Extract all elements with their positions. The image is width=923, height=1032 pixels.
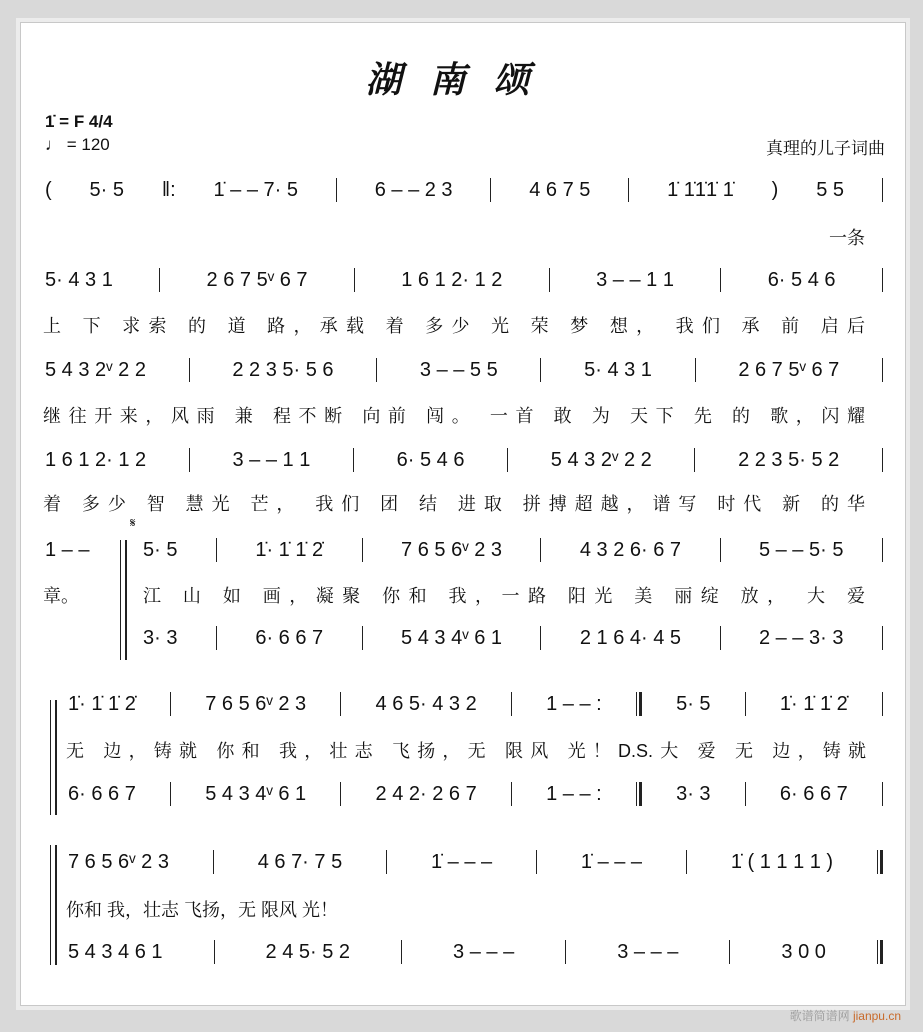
note-group: 5 4 3 4 6 1 xyxy=(68,940,163,963)
barline xyxy=(216,626,217,650)
note-group: 1 6 1 2· 1 2 xyxy=(45,448,147,471)
barline xyxy=(213,850,214,874)
notation-row xyxy=(143,624,883,652)
barline xyxy=(540,626,541,650)
barline xyxy=(882,448,883,472)
notation-row xyxy=(143,536,883,564)
note-group: 5 4 3 4ᵛ 6 1 xyxy=(401,626,502,649)
barline xyxy=(549,268,550,292)
barline xyxy=(882,626,883,650)
barline xyxy=(490,178,491,202)
note-group: 5 4 3 2ᵛ 2 2 xyxy=(550,448,652,471)
lyric-line: 江 山 如 画，凝聚 你和 我，一路 阳光 美 丽绽 放， 大 爱 xyxy=(143,586,865,606)
barline xyxy=(745,692,746,716)
note-group: 1 6 1 2· 1 2 xyxy=(401,268,503,291)
lyric-line: 章。 xyxy=(43,586,79,606)
barline xyxy=(882,692,883,716)
note-group: 5 5 xyxy=(816,178,844,201)
barline xyxy=(170,782,171,806)
barline xyxy=(511,692,512,716)
barline xyxy=(354,268,355,292)
barline xyxy=(540,538,541,562)
note-group: 6· 6 6 7 xyxy=(68,782,136,805)
barline xyxy=(882,178,883,202)
note-group: 3 – – 5 5 xyxy=(419,358,498,381)
barline xyxy=(159,268,160,292)
note-group: 3· 3 xyxy=(143,626,178,649)
barline xyxy=(340,782,341,806)
note-group: 2 6 7 5ᵛ 6 7 xyxy=(206,268,308,291)
note-group: 2 4 5· 5 2 xyxy=(265,940,351,963)
notation-row xyxy=(68,780,883,808)
barline xyxy=(386,850,387,874)
segno-sign: 𝄋 xyxy=(130,515,136,530)
barline xyxy=(511,782,512,806)
barline xyxy=(695,358,696,382)
watermark-url: jianpu.cn xyxy=(852,1009,901,1023)
note-group: 5 4 3 2ᵛ 2 2 xyxy=(45,358,146,381)
double-barline xyxy=(636,782,642,806)
barline xyxy=(745,782,746,806)
double-barline xyxy=(877,850,883,874)
note-group: 5 – – 5· 5 xyxy=(758,538,844,561)
note-group: 3· 3 xyxy=(676,782,711,805)
key-signature: 1̇ = F 4/4 xyxy=(45,112,113,131)
notation-row xyxy=(68,690,883,718)
note-group: 1̇ – – – xyxy=(430,850,493,873)
note-group: 5 4 3 4ᵛ 6 1 xyxy=(205,782,307,805)
barline xyxy=(376,358,377,382)
note-group: 4 6 7 5 xyxy=(529,178,591,201)
note-group: 1 – – : xyxy=(546,692,602,715)
barline xyxy=(170,692,171,716)
lyric-line: 你和 我，壮志 飞扬，无 限风 光！ xyxy=(66,900,339,920)
note-group: 6· 6 6 7 xyxy=(779,782,848,805)
barline xyxy=(536,850,537,874)
barline xyxy=(628,178,629,202)
barline xyxy=(507,448,508,472)
watermark xyxy=(790,1007,901,1024)
note-group: 1̇ – – 7· 5 xyxy=(213,178,299,201)
note-group: ‖: xyxy=(161,178,176,201)
barline xyxy=(340,692,341,716)
note-group: ( xyxy=(45,178,52,201)
note-group: 5· 5 xyxy=(676,692,711,715)
note-group: 5· 4 3 1 xyxy=(584,358,652,381)
double-barline xyxy=(877,940,883,964)
part-bracket xyxy=(50,845,57,965)
barline xyxy=(362,538,363,562)
note-group: 3 0 0 xyxy=(781,940,826,963)
note-group: 5· 5 xyxy=(143,538,178,561)
watermark-cn: 歌谱简谱网 xyxy=(789,1009,850,1023)
barline xyxy=(353,448,354,472)
lyric-line: 无 边，铸就 你和 我，壮志 飞扬，无 限风 光！D.S.大 爱 无 边，铸就 xyxy=(66,741,866,761)
note-group: 4 6 5· 4 3 2 xyxy=(375,692,477,715)
note-group: 5· 4 3 1 xyxy=(45,268,113,291)
composer-credit: 真理的儿子词曲 xyxy=(766,139,885,158)
note-group: 1̇ 1̇1̇1̇ 1̇ xyxy=(667,178,734,201)
note-group: 3 – – 1 1 xyxy=(232,448,311,471)
note-group: 2 2 3 5· 5 6 xyxy=(232,358,334,381)
barline xyxy=(336,178,337,202)
lyric-line: 上 下 求索 的 道 路，承载 着 多少 光 荣 梦 想， 我们 承 前 启后 xyxy=(43,316,865,336)
note-group: 2 4 2· 2 6 7 xyxy=(375,782,477,805)
barline xyxy=(189,358,190,382)
note-group: 4 3 2 6· 6 7 xyxy=(579,538,682,561)
note-group: 2 1 6 4· 4 5 xyxy=(579,626,682,649)
note-group: 1̇ ( 1 1 1 1 ) xyxy=(730,850,834,873)
note-group: 1̇· 1̇ 1̇ 2̇ xyxy=(779,692,848,715)
barline xyxy=(720,626,721,650)
note-group: 2 – – 3· 3 xyxy=(758,626,844,649)
barline xyxy=(362,626,363,650)
lyric-line: 继往开来，风雨 兼 程不断 向前 闯。 一首 敢 为 天下 先 的 歌，闪耀 xyxy=(43,406,865,426)
note-group: 7 6 5 6ᵛ 2 3 xyxy=(401,538,502,561)
note-group: 3 – – – xyxy=(453,940,515,963)
double-barline xyxy=(636,692,642,716)
barline xyxy=(540,358,541,382)
note-group: 6· 5 4 6 xyxy=(767,268,836,291)
notation-row xyxy=(68,848,883,876)
barline xyxy=(565,940,566,964)
notation-row xyxy=(45,176,883,204)
lyric-line: 着 多少 智 慧光 芒， 我们 团 结 进取 拼搏超越，谱写 时代 新 的华 xyxy=(43,494,865,514)
note-group: 6· 6 6 7 xyxy=(255,626,324,649)
note-group: 5· 5 xyxy=(89,178,124,201)
barline xyxy=(882,782,883,806)
barline xyxy=(729,940,730,964)
note-group: 1 – – xyxy=(45,538,90,561)
note-group: 7 6 5 6ᵛ 2 3 xyxy=(68,850,169,873)
note-group: 2 2 3 5· 5 2 xyxy=(738,448,840,471)
song-title: 湖南颂 xyxy=(365,59,558,101)
notation-row xyxy=(68,938,883,966)
note-group: ) xyxy=(771,178,779,201)
note-group: 1̇· 1̇ 1̇ 2̇ xyxy=(255,538,324,561)
barline xyxy=(694,448,695,472)
barline xyxy=(882,358,883,382)
note-group: 3 – – – xyxy=(617,940,679,963)
note-group: 3 – – 1 1 xyxy=(596,268,674,291)
part-bracket xyxy=(120,540,127,660)
barline xyxy=(189,448,190,472)
note-group: 1̇ – – – xyxy=(580,850,643,873)
barline xyxy=(882,268,883,292)
note-group: 1 – – : xyxy=(546,782,602,805)
part-bracket xyxy=(50,700,57,815)
tempo-marking: ♩ = 120 xyxy=(45,135,110,154)
lyric-line: 一条 xyxy=(829,228,865,248)
barline xyxy=(882,538,883,562)
barline xyxy=(401,940,402,964)
notation-lead xyxy=(45,536,89,564)
barline xyxy=(720,538,721,562)
barline xyxy=(686,850,687,874)
note-group: 4 6 7· 7 5 xyxy=(257,850,343,873)
notation-row xyxy=(45,446,883,474)
notation-row xyxy=(45,356,883,384)
note-group: 7 6 5 6ᵛ 2 3 xyxy=(205,692,307,715)
note-group: 6 – – 2 3 xyxy=(374,178,453,201)
barline xyxy=(214,940,215,964)
note-group: 1̇· 1̇ 1̇ 2̇ xyxy=(68,692,136,715)
barline xyxy=(720,268,721,292)
note-group: 6· 5 4 6 xyxy=(396,448,465,471)
barline xyxy=(216,538,217,562)
note-group: 2 6 7 5ᵛ 6 7 xyxy=(738,358,840,381)
notation-row xyxy=(45,266,883,294)
